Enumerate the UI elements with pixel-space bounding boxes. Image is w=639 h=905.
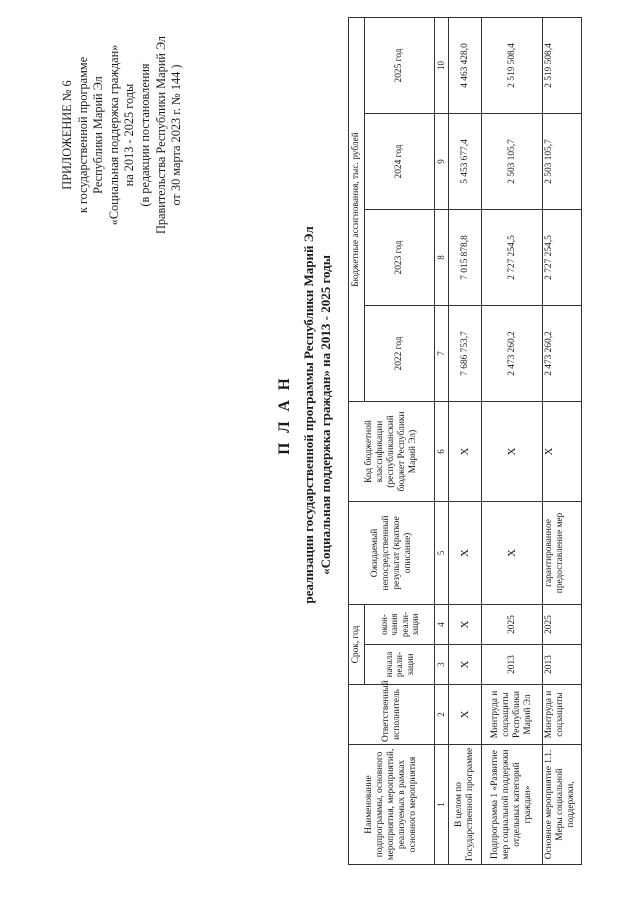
header-year-2024: 2024 год: [365, 113, 435, 209]
row-kbk: Х: [482, 401, 543, 501]
row-result: гарантированное предоставление мер: [543, 501, 582, 604]
row-value-2025: 2 519 508,4: [543, 17, 582, 113]
column-number: 2: [435, 685, 449, 745]
column-number: 9: [435, 113, 449, 209]
row-value-2024: 2 503 105,7: [543, 113, 582, 209]
row-name: В целом по Государственной программе: [449, 745, 482, 865]
row-end: Х: [449, 604, 482, 644]
row-result: Х: [482, 501, 543, 604]
row-value-2022: 2 473 260,2: [482, 305, 543, 401]
header-term: Срок, год: [349, 604, 365, 684]
column-number: 3: [435, 645, 449, 685]
appendix-line: к государственной программе: [75, 56, 90, 214]
row-end: 2025: [543, 604, 582, 644]
row-end: 2025: [482, 604, 543, 644]
header-kbk: Код бюджетной классификации (республиканский бюджет Республики Марий Эл): [349, 401, 435, 501]
row-value-2025: 2 519 508,4: [482, 17, 543, 113]
column-number: 10: [435, 17, 449, 113]
column-number: 1: [435, 745, 449, 865]
row-result: Х: [449, 501, 482, 604]
column-number: 6: [435, 401, 449, 501]
column-number: 5: [435, 501, 449, 604]
header-executor: Ответственный исполнитель: [349, 685, 435, 745]
header-result: Ожидаемый непосредственный результат (краткое описание): [349, 501, 435, 604]
row-start: 2013: [543, 645, 582, 685]
row-value-2025: 4 463 428,0: [449, 17, 482, 113]
header-term-end: окон-чания реали-зации: [365, 604, 435, 644]
row-name: Основное мероприятие 1.1. Меры социальной поддержки,: [543, 745, 582, 865]
row-executor: Х: [449, 685, 482, 745]
row-executor: Минтруда и соцзащиты: [543, 685, 582, 745]
title-line-2: «Социальная поддержка граждан» на 2013 - 2025 годы: [317, 255, 333, 575]
row-value-2024: 2 503 105,7: [482, 113, 543, 209]
row-executor: Минтруда и соцзащиты Республики Марий Эл: [482, 685, 543, 745]
row-value-2023: 2 727 254,5: [482, 209, 543, 305]
row-name: Подпрограмма 1 «Развитие мер социальной поддержки отдельных категорий граждан»: [482, 745, 543, 865]
column-number: 8: [435, 209, 449, 305]
header-year-2023: 2023 год: [365, 209, 435, 305]
header-year-2025: 2025 год: [365, 17, 435, 113]
row-kbk: Х: [449, 401, 482, 501]
header-name: Наименование подпрограммы, основного мероприятия, мероприятий, реализуемых в рамках основного мероприятия: [349, 745, 435, 865]
table-row: [449, 17, 482, 864]
plan-table: [348, 17, 582, 865]
appendix-line: Правительства Республики Марий Эл: [153, 35, 168, 235]
column-number: 4: [435, 604, 449, 644]
appendix-line: от 30 марта 2023 г. № 144 ): [169, 64, 184, 206]
row-value-2023: 7 015 878,8: [449, 209, 482, 305]
row-value-2022: 7 686 753,7: [449, 305, 482, 401]
header-budget: Бюджетные ассигнования, тыс. рублей: [349, 17, 365, 401]
row-start: Х: [449, 645, 482, 685]
header-term-start: начала реали-зации: [365, 645, 435, 685]
title-line-1: реализации государственной программы Республики Марий Эл: [301, 226, 316, 604]
row-kbk: Х: [543, 401, 582, 501]
appendix-header: [60, 15, 185, 255]
appendix-line: «Социальная поддержка граждан»: [106, 44, 121, 226]
row-value-2023: 2 727 254,5: [543, 209, 582, 305]
table-header-row: [349, 17, 365, 864]
header-year-2022: 2022 год: [365, 305, 435, 401]
table-row: [543, 17, 582, 864]
document-title: [275, 0, 334, 845]
appendix-line: на 2013 - 2025 годы: [122, 83, 137, 187]
column-number: 7: [435, 305, 449, 401]
appendix-line: ПРИЛОЖЕНИЕ № 6: [60, 80, 74, 190]
title-heading: П Л А Н: [276, 375, 293, 455]
appendix-line: (в редакции постановления: [137, 63, 152, 207]
row-value-2022: 2 473 260,2: [543, 305, 582, 401]
row-start: 2013: [482, 645, 543, 685]
row-value-2024: 5 453 677,4: [449, 113, 482, 209]
appendix-line: Республики Марий Эл: [91, 76, 106, 194]
table-row: [482, 17, 543, 864]
column-numbers-row: [435, 17, 449, 864]
